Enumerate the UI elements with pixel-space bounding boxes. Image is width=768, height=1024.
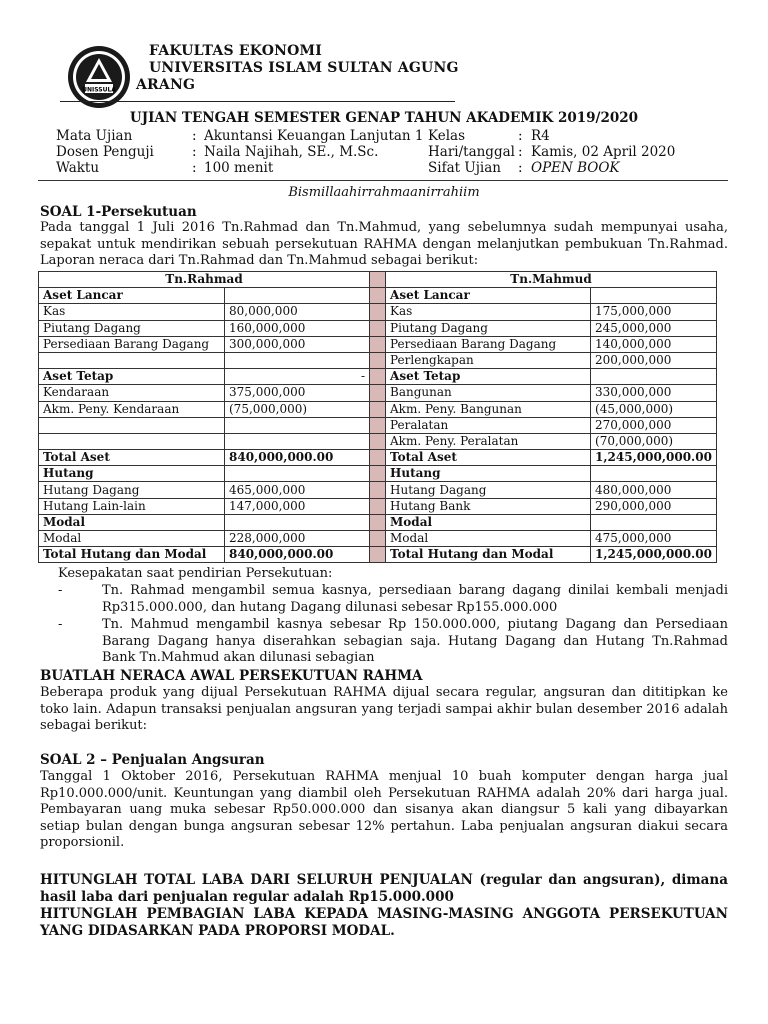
table-row [39, 288, 717, 304]
logo-text: UNISSULA [82, 86, 116, 94]
separator-cell [370, 336, 386, 352]
mahmud-account: Hutang [386, 466, 591, 482]
separator-cell [370, 352, 386, 368]
mahmud-amount: (45,000,000) [591, 401, 717, 417]
info-colon: : [192, 128, 197, 144]
table-row [39, 547, 717, 563]
mahmud-amount: 475,000,000 [591, 531, 717, 547]
info-value: Akuntansi Keuangan Lanjutan 1 [204, 128, 424, 144]
table-row [39, 304, 717, 320]
mahmud-account: Aset Tetap [386, 369, 591, 385]
mahmud-amount [591, 466, 717, 482]
table-row [39, 433, 717, 449]
header-divider [60, 101, 455, 102]
mahmud-account: Aset Lancar [386, 288, 591, 304]
letterhead [66, 40, 466, 102]
soal1-followup: Beberapa produk yang dijual Persekutuan RAHMA dijual secara regular, angsuran dan dititipkan ke toko lain. Adapun transaksi penjualan angsuran yang terjadi sampai akhir bulan desember 2016 adalah sebagai berikut: [40, 685, 728, 733]
separator-cell [370, 288, 386, 304]
mahmud-amount: 175,000,000 [591, 304, 717, 320]
mahmud-amount: (70,000,000) [591, 433, 717, 449]
info-value: Naila Najihah, SE., M.Sc. [204, 144, 379, 160]
rahmad-account: Aset Lancar [39, 288, 225, 304]
rahmad-amount: (75,000,000) [225, 401, 370, 417]
table-row [39, 514, 717, 530]
info-value: R4 [531, 128, 550, 144]
rahmad-account: Kendaraan [39, 385, 225, 401]
bismillah: Bismillaahirrahmaanirrahiim [288, 185, 480, 200]
mahmud-amount [591, 288, 717, 304]
rahmad-amount: 840,000,000.00 [225, 450, 370, 466]
list-item [58, 583, 728, 616]
rahmad-amount: 840,000,000.00 [225, 547, 370, 563]
rahmad-account [39, 433, 225, 449]
mahmud-account: Persediaan Barang Dagang [386, 336, 591, 352]
rahmad-account: Piutang Dagang [39, 320, 225, 336]
rahmad-account [39, 417, 225, 433]
bullet-mark: - [58, 583, 63, 598]
info-colon: : [518, 128, 523, 144]
mahmud-account: Kas [386, 304, 591, 320]
separator-cell [370, 466, 386, 482]
mahmud-account: Piutang Dagang [386, 320, 591, 336]
info-value: Kamis, 02 April 2020 [531, 144, 676, 160]
exam-info-row [56, 144, 736, 160]
soal1-instruction: BUATLAH NERACA AWAL PERSEKUTUAN RAHMA [40, 668, 423, 684]
rahmad-amount: 160,000,000 [225, 320, 370, 336]
mahmud-account: Perlengkapan [386, 352, 591, 368]
rahmad-account: Kas [39, 304, 225, 320]
mahmud-account: Modal [386, 514, 591, 530]
separator-cell [370, 417, 386, 433]
rahmad-amount: - [225, 369, 370, 385]
rahmad-account: Hutang Dagang [39, 482, 225, 498]
exam-info-row [56, 160, 736, 176]
separator-cell [370, 498, 386, 514]
soal2-question-1: HITUNGLAH TOTAL LABA DARI SELURUH PENJUALAN (regular dan angsuran), dimana hasil laba dari penjualan regular adalah Rp15.000.000 [40, 872, 728, 905]
soal1-title: SOAL 1-Persekutuan [40, 204, 197, 220]
bullet-text: Tn. Mahmud mengambil kasnya sebesar Rp 150.000.000, piutang Dagang dan Persediaan Barang Dagang hanya diserahkan sebagian saja. Hutang Dagang dan Hutang Tn.Rahmad Bank Tn.Mahmud akan dilunasi sebagian [102, 617, 728, 665]
info-label: Sifat Ujian [428, 160, 501, 176]
table-row [39, 466, 717, 482]
bullet-mark: - [58, 617, 63, 632]
mahmud-amount: 270,000,000 [591, 417, 717, 433]
table-header-row [39, 272, 717, 288]
separator-cell [370, 385, 386, 401]
info-divider [38, 180, 728, 181]
separator-cell [370, 547, 386, 563]
separator-cell [370, 433, 386, 449]
separator-cell [370, 514, 386, 530]
rahmad-account [39, 352, 225, 368]
rahmad-amount: 465,000,000 [225, 482, 370, 498]
table-row [39, 352, 717, 368]
city-name: ARANG [136, 77, 196, 93]
table-row [39, 531, 717, 547]
soal2-body: Tanggal 1 Oktober 2016, Persekutuan RAHMA menjual 10 buah komputer dengan harga jual Rp10.000.000/unit. Keuntungan yang diambil oleh Persekutuan RAHMA adalah 20% dari harga jual. Pembayaran uang muka sebesar Rp50.000.000 dan sisanya akan diangsur 5 kali yang dibayarkan setiap bulan dengan bunga angsuran sebesar 12% pertahun. Laba penjualan angsuran diakui secara proporsionil. [40, 769, 728, 850]
rahmad-account: Total Hutang dan Modal [39, 547, 225, 563]
info-label: Kelas [428, 128, 466, 144]
mahmud-amount: 480,000,000 [591, 482, 717, 498]
mahmud-account: Akm. Peny. Peralatan [386, 433, 591, 449]
header-rahmad: Tn.Rahmad [39, 272, 370, 288]
info-label: Mata Ujian [56, 128, 133, 144]
mahmud-account: Hutang Bank [386, 498, 591, 514]
rahmad-amount: 147,000,000 [225, 498, 370, 514]
mahmud-amount: 1,245,000,000.00 [591, 547, 717, 563]
table-row [39, 385, 717, 401]
rahmad-account: Persediaan Barang Dagang [39, 336, 225, 352]
rahmad-account: Modal [39, 514, 225, 530]
mahmud-account: Peralatan [386, 417, 591, 433]
rahmad-amount: 80,000,000 [225, 304, 370, 320]
info-label: Dosen Penguji [56, 144, 154, 160]
table-row [39, 417, 717, 433]
table-row [39, 401, 717, 417]
table-row [39, 482, 717, 498]
rahmad-account: Total Aset [39, 450, 225, 466]
rahmad-amount [225, 433, 370, 449]
balance-sheet-body [39, 272, 717, 563]
mahmud-amount: 330,000,000 [591, 385, 717, 401]
info-value: OPEN BOOK [531, 160, 620, 176]
mahmud-amount: 245,000,000 [591, 320, 717, 336]
table-row [39, 498, 717, 514]
exam-info [56, 128, 736, 176]
separator-cell [370, 482, 386, 498]
mahmud-account: Hutang Dagang [386, 482, 591, 498]
mahmud-account: Bangunan [386, 385, 591, 401]
rahmad-amount [225, 288, 370, 304]
soal2-question-2: HITUNGLAH PEMBAGIAN LABA KEPADA MASING-MASING ANGGOTA PERSEKUTUAN YANG DIDASARKAN PADA PROPORSI MODAL. [40, 906, 728, 939]
mahmud-account: Total Hutang dan Modal [386, 547, 591, 563]
rahmad-account: Hutang Lain-lain [39, 498, 225, 514]
info-label: Waktu [56, 160, 100, 176]
info-colon: : [192, 160, 197, 176]
rahmad-amount [225, 514, 370, 530]
mahmud-account: Modal [386, 531, 591, 547]
rahmad-account: Hutang [39, 466, 225, 482]
rahmad-account: Modal [39, 531, 225, 547]
bullet-text: Tn. Rahmad mengambil semua kasnya, persediaan barang dagang dinilai kembali menjadi Rp315.000.000, dan hutang Dagang dilunasi sebesar Rp155.000.000 [102, 583, 728, 615]
info-colon: : [518, 160, 523, 176]
info-colon: : [518, 144, 523, 160]
table-row [39, 369, 717, 385]
table-row [39, 320, 717, 336]
rahmad-amount: 228,000,000 [225, 531, 370, 547]
rahmad-amount: 300,000,000 [225, 336, 370, 352]
kesepakatan-heading: Kesepakatan saat pendirian Persekutuan: [58, 566, 333, 581]
separator-cell [370, 401, 386, 417]
separator-cell [370, 531, 386, 547]
soal2-title: SOAL 2 – Penjualan Angsuran [40, 752, 265, 768]
university-name: UNIVERSITAS ISLAM SULTAN AGUNG [149, 60, 459, 76]
separator-cell [370, 304, 386, 320]
mahmud-account: Akm. Peny. Bangunan [386, 401, 591, 417]
balance-sheet-table [38, 271, 717, 563]
table-row [39, 336, 717, 352]
mahmud-amount [591, 369, 717, 385]
separator-cell [370, 320, 386, 336]
rahmad-account: Aset Tetap [39, 369, 225, 385]
table-row [39, 450, 717, 466]
exam-info-row [56, 128, 736, 144]
list-item [58, 617, 728, 667]
info-colon: : [192, 144, 197, 160]
soal1-intro: Pada tanggal 1 Juli 2016 Tn.Rahmad dan Tn.Mahmud, yang sebelumnya sudah mempunyai usaha, sepakat untuk mendirikan sebuah persekutuan RAHMA dengan melanjutkan pembukuan Tn.Rahmad. Laporan neraca dari Tn.Rahmad dan Tn.Mahmud sebagai berikut: [40, 220, 728, 268]
mahmud-amount: 140,000,000 [591, 336, 717, 352]
mahmud-amount: 200,000,000 [591, 352, 717, 368]
mahmud-amount: 290,000,000 [591, 498, 717, 514]
separator-cell [370, 369, 386, 385]
mahmud-amount [591, 514, 717, 530]
rahmad-amount: 375,000,000 [225, 385, 370, 401]
rahmad-amount [225, 352, 370, 368]
separator-cell [370, 272, 386, 288]
exam-title: UJIAN TENGAH SEMESTER GENAP TAHUN AKADEMIK 2019/2020 [129, 110, 639, 126]
rahmad-account: Akm. Peny. Kendaraan [39, 401, 225, 417]
mahmud-account: Total Aset [386, 450, 591, 466]
rahmad-amount [225, 466, 370, 482]
rahmad-amount [225, 417, 370, 433]
info-value: 100 menit [204, 160, 274, 176]
info-label: Hari/tanggal [428, 144, 515, 160]
header-mahmud: Tn.Mahmud [386, 272, 717, 288]
faculty-name: FAKULTAS EKONOMI [149, 43, 322, 59]
mahmud-amount: 1,245,000,000.00 [591, 450, 717, 466]
separator-cell [370, 450, 386, 466]
